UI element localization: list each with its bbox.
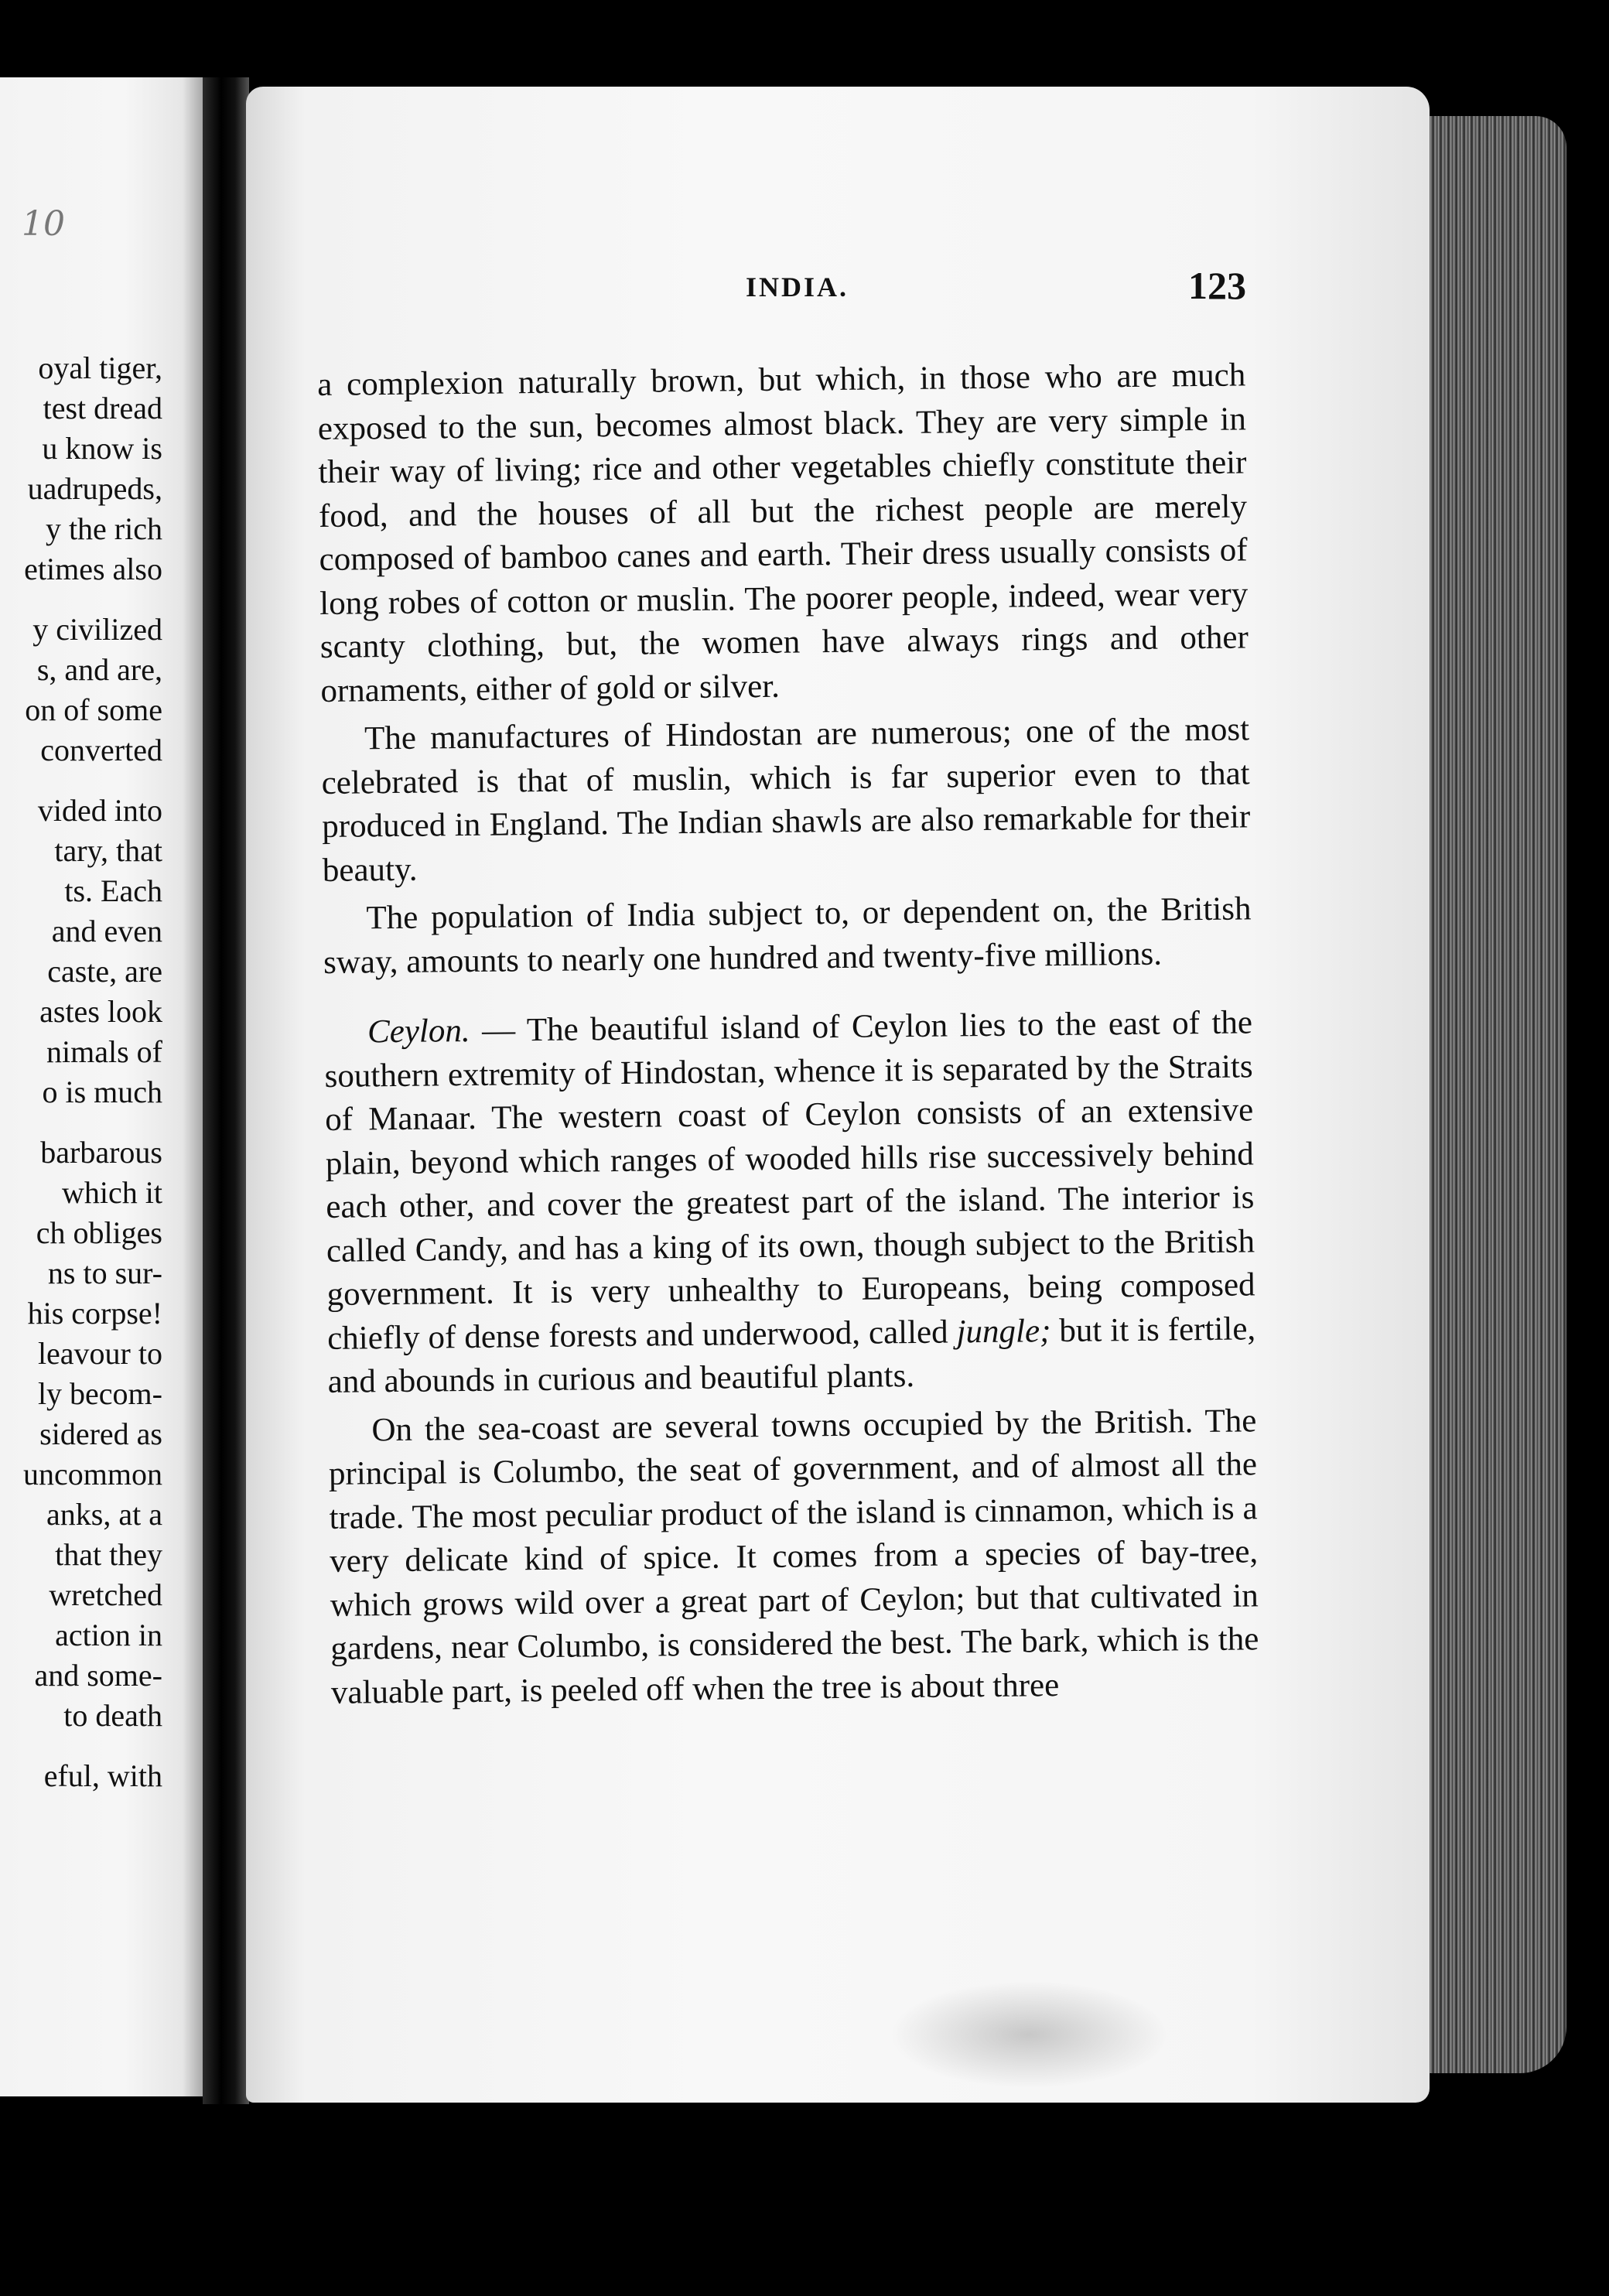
left-page-line <box>23 1736 162 1756</box>
left-page-line: on of some <box>25 692 162 727</box>
left-page-line: test dread <box>43 391 162 425</box>
paragraph-ceylon <box>324 1001 1256 1404</box>
left-page-line: s, and are, <box>36 652 162 687</box>
ceylon-text-a: The beautiful island of Ceylon lies to the east of the southern extremity of Hindostan, whence it is separated by the Straits of Manaar. The western coast of Ceylon consists of an extensive plain, beyond which ranges of wooded hills rise successively behind each other, and cover the greatest part of the island. The interior is called Candy, and has a king of its own, though subject to the British government. It is very unhealthy to Europeans, being composed chiefly of dense forests and underwood, called <box>324 1004 1255 1357</box>
paragraph-population: The population of India subject to, or dependent on, the British sway, amounts to nearly one hundred and twenty-five millions. <box>323 890 1252 981</box>
paragraph-manufactures: The manufactures of Hindostan are numerous; one of the most celebrated is that of muslin, which is far superior even to that produced in England. The Indian shawls are also remarkable for their beauty. <box>321 711 1251 889</box>
left-page-line: that they <box>55 1537 162 1572</box>
left-page-line: ly becom- <box>37 1376 162 1411</box>
left-page-line <box>23 770 162 791</box>
left-page-line: eful, with <box>43 1758 162 1793</box>
left-page-line: barbarous <box>40 1135 162 1170</box>
left-page-line: o is much <box>42 1075 162 1109</box>
left-page-line: caste, are <box>47 954 162 989</box>
left-page-line: tary, that <box>54 833 162 868</box>
book-gutter <box>203 77 249 2104</box>
ceylon-text-b: but it is fertile, and abounds in curious and beautiful plants. <box>327 1310 1256 1400</box>
margin-pencil-mark: 10 <box>22 204 65 244</box>
left-page-line: wretched <box>49 1577 162 1612</box>
left-page-line: y the rich <box>45 511 162 546</box>
section-lead-ceylon: Ceylon. <box>367 1012 470 1051</box>
left-page-line: ns to sur- <box>47 1256 162 1290</box>
left-page-line: to death <box>63 1698 162 1733</box>
left-page-line <box>23 1112 162 1133</box>
page-header <box>246 264 1252 317</box>
section-dash: — <box>470 1012 528 1049</box>
left-page-line: u know is <box>42 431 162 466</box>
left-page-line: vided into <box>37 793 162 828</box>
left-page-line: and some- <box>34 1658 162 1693</box>
left-page-line <box>23 589 162 610</box>
left-page-line: action in <box>55 1618 162 1652</box>
left-page-line: y civilized <box>32 612 162 647</box>
page-stain <box>890 1980 1168 2089</box>
left-page-line: anks, at a <box>46 1497 162 1532</box>
body-text <box>317 354 1259 1714</box>
left-page-line: etimes also <box>24 552 162 586</box>
paragraph-complexion: a complexion naturally brown, but which, in those who are much exposed to the sun, becomes almost black. They are very simple in their way of living; rice and other vegetables chiefly constitute their food, and the houses of all but the richest people are merely composed of bamboo canes and earth. Their dress usually consists of long robes of cotton or muslin. The poorer people, indeed, wear very scanty clothing, but, the women have always rings and other ornaments, either of gold or silver. <box>317 357 1249 709</box>
left-page-line: oyal tiger, <box>38 350 162 385</box>
left-page-line: uadrupeds, <box>27 471 162 506</box>
running-head: INDIA. <box>746 272 849 302</box>
left-page-line: ts. Each <box>64 873 162 908</box>
left-page-line: sidered as <box>39 1416 162 1451</box>
paragraph-sea-coast: On the sea-coast are several towns occupied by the British. The principal is Columbo, the seat of government, and of almost all the trade. The most peculiar product of the island is cinnamon, which is a very delicate kind of spice. It comes from a species of bay-tree, which grows wild over a great part of Ceylon; but that cultivated in gardens, near Columbo, is considered the best. The bark, which is the valuable part, is peeled off when the tree is about three <box>328 1402 1259 1711</box>
left-page-text <box>23 348 162 1796</box>
left-page-line: his corpse! <box>27 1296 162 1331</box>
left-page-line: leavour to <box>37 1336 162 1371</box>
left-page-line: ch obliges <box>36 1215 162 1250</box>
left-page-line: which it <box>62 1175 162 1210</box>
left-page-line: and even <box>51 914 162 948</box>
page-number: 123 <box>1188 264 1246 307</box>
left-page-line: converted <box>40 733 162 767</box>
jungle-term: jungle; <box>956 1312 1051 1350</box>
left-page-line: nimals of <box>46 1034 162 1069</box>
left-page-line: astes look <box>39 994 162 1029</box>
left-facing-page <box>0 77 207 2096</box>
left-page-line: uncommon <box>23 1457 162 1491</box>
